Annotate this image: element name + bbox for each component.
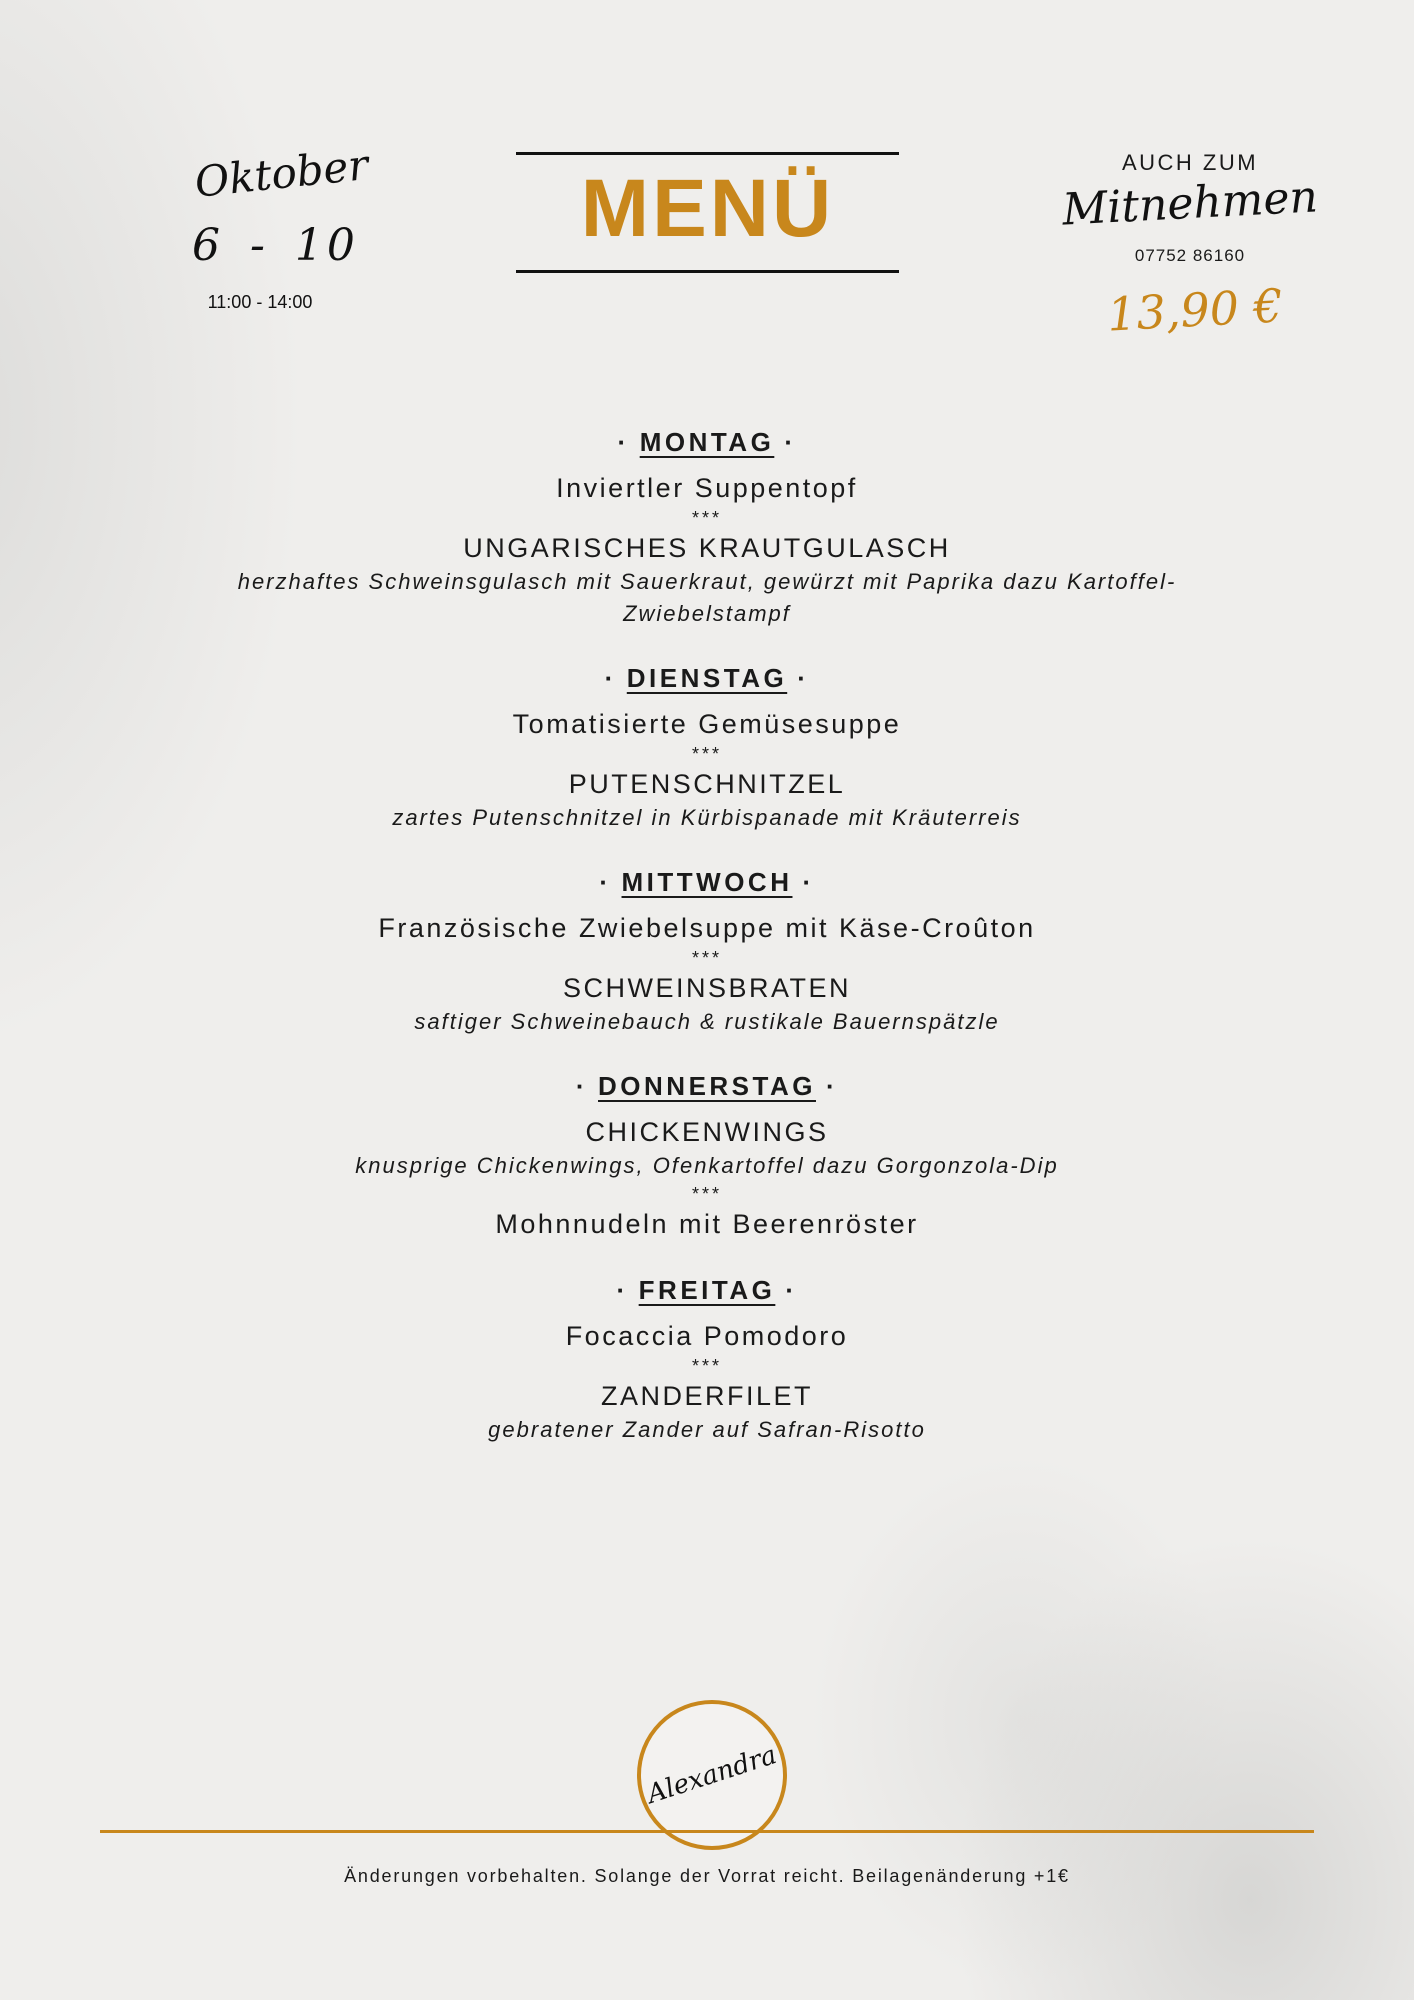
day-name: DIENSTAG — [626, 663, 788, 693]
day-heading — [0, 660, 1414, 696]
title-rule-bottom — [516, 270, 899, 273]
day-name: FREITAG — [638, 1275, 776, 1305]
month-label: Oktober — [192, 139, 371, 207]
bullet-dot: · — [616, 1275, 629, 1305]
dish-name: CHICKENWINGS — [585, 1117, 829, 1147]
dish-name: Französische Zwiebelsuppe mit Käse-Croûton — [378, 913, 1036, 943]
dish-name: ZANDERFILET — [600, 1381, 814, 1411]
spacer — [0, 1308, 1414, 1318]
day-section-montag — [0, 424, 1414, 630]
bullet-dot: · — [797, 663, 810, 693]
dish-name: PUTENSCHNITZEL — [568, 769, 846, 799]
bullet-dot: · — [825, 1071, 839, 1101]
opening-hours: 11:00 - 14:00 — [207, 292, 313, 312]
date-range: 6 - 10 — [192, 220, 359, 271]
day-heading — [0, 1272, 1414, 1308]
day-heading — [0, 864, 1414, 900]
price: 13,90 € — [1105, 278, 1285, 342]
takeaway-script: Mitnehmen — [1061, 171, 1319, 236]
dish-description: gebratener Zander auf Safran-Risotto — [488, 1417, 926, 1442]
title-rule-top — [516, 152, 899, 155]
course-separator: *** — [691, 1184, 722, 1204]
bullet-dot: · — [575, 1071, 589, 1101]
dish-name: Inviertler Suppentopf — [556, 473, 858, 503]
footer-divider — [100, 1830, 1314, 1833]
dish-name: SCHWEINSBRATEN — [562, 973, 852, 1003]
logo-signature: Alexandra — [643, 1740, 781, 1810]
day-heading — [0, 424, 1414, 460]
spacer — [0, 460, 1414, 470]
dish-description: zartes Putenschnitzel in Kürbispanade mit Kräuterreis — [392, 805, 1022, 830]
dish-description: knusprige Chickenwings, Ofenkartoffel dazu Gorgonzola-Dip — [355, 1153, 1059, 1178]
dish-name: Focaccia Pomodoro — [565, 1321, 849, 1351]
spacer — [0, 696, 1414, 706]
course-separator: *** — [691, 948, 722, 968]
course-separator: *** — [691, 508, 722, 528]
day-section-mittwoch — [0, 864, 1414, 1038]
spacer — [0, 1104, 1414, 1114]
weekly-menu — [0, 424, 1414, 1446]
day-name: DONNERSTAG — [598, 1071, 816, 1101]
takeaway-label: AUCH ZUM — [1121, 150, 1259, 175]
course-separator: *** — [691, 744, 722, 764]
alexandra-logo — [637, 1700, 787, 1850]
bullet-dot: · — [802, 867, 815, 897]
day-name: MONTAG — [639, 427, 775, 457]
day-section-donnerstag — [0, 1068, 1414, 1242]
course-separator: *** — [691, 1356, 722, 1376]
dish-description: herzhaftes Schweinsgulasch mit Sauerkraut, gewürzt mit Paprika dazu Kartoffel-Zwiebelstampf — [237, 569, 1177, 626]
bullet-dot: · — [599, 867, 612, 897]
dish-name: UNGARISCHES KRAUTGULASCH — [463, 533, 951, 563]
day-section-dienstag — [0, 660, 1414, 834]
bullet-dot: · — [617, 427, 630, 457]
phone-number: 07752 86160 — [1134, 246, 1246, 265]
page-title: MENÜ — [580, 163, 835, 254]
footer-note: Änderungen vorbehalten. Solange der Vorrat reicht. Beilagenänderung +1€ — [344, 1866, 1070, 1886]
bullet-dot: · — [784, 427, 797, 457]
bullet-dot: · — [604, 663, 617, 693]
day-name: MITTWOCH — [621, 867, 793, 897]
spacer — [0, 900, 1414, 910]
bullet-dot: · — [785, 1275, 798, 1305]
day-heading — [0, 1068, 1414, 1104]
dish-description: saftiger Schweinebauch & rustikale Bauernspätzle — [414, 1009, 1000, 1034]
dish-name: Mohnnudeln mit Beerenröster — [495, 1209, 919, 1239]
dish-name: Tomatisierte Gemüsesuppe — [512, 709, 902, 739]
day-section-freitag — [0, 1272, 1414, 1446]
